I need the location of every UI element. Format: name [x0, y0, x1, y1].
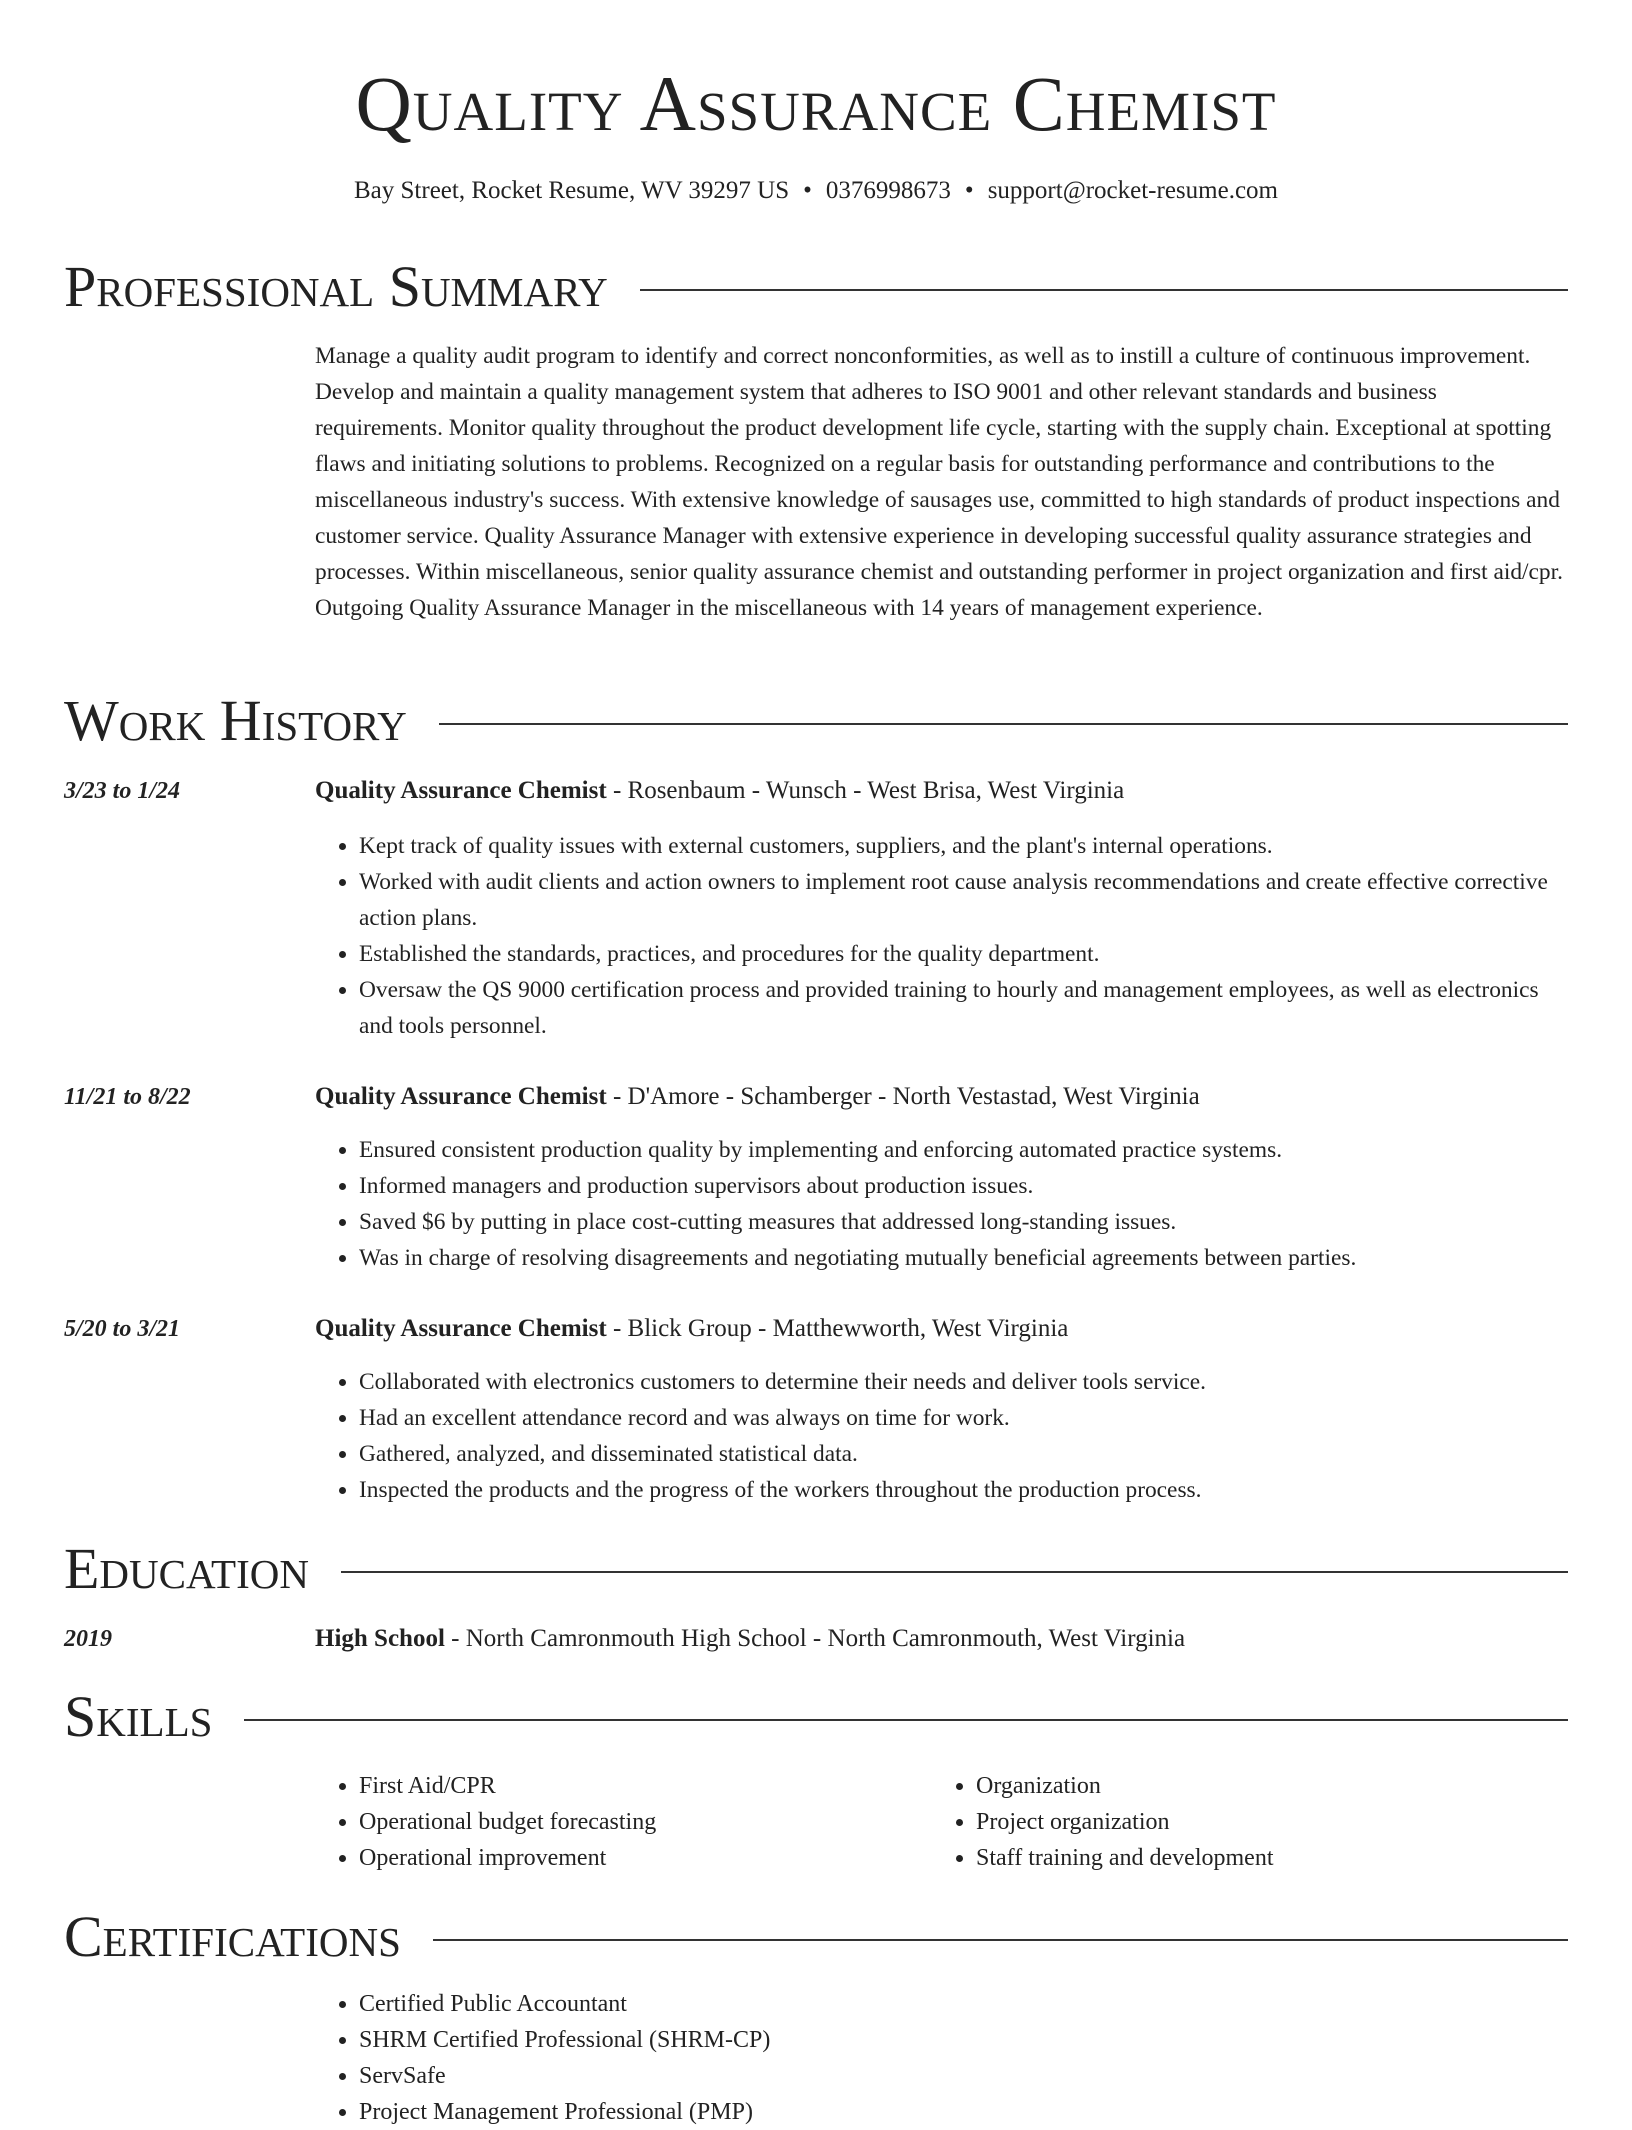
education-year: 2019	[64, 1626, 112, 1652]
list-item: • Kept track of quality issues with external customers, suppliers, and the plant's internal operations.	[359, 828, 1577, 864]
certifications-section-header	[64, 1902, 1568, 1972]
job-header	[315, 1080, 1575, 1114]
education-header	[315, 1622, 1575, 1656]
certification-item: • ServSafe	[359, 2058, 1559, 2094]
section-title-education: Education	[64, 1536, 309, 1601]
summary-section-header	[64, 252, 1568, 322]
contact-separator: •	[964, 177, 974, 204]
section-title-summary: Professional Summary	[64, 254, 608, 319]
list-item: • Worked with audit clients and action owners to implement root cause analysis recommendations and create effective corrective action plans.	[359, 864, 1577, 936]
job-header	[315, 774, 1575, 808]
list-item: • Collaborated with electronics customers to determine their needs and deliver tools service.	[359, 1364, 1577, 1400]
skill-item: • Operational improvement	[359, 1840, 919, 1876]
section-divider	[341, 1571, 1568, 1573]
list-item: • Informed managers and production supervisors about production issues.	[359, 1168, 1577, 1204]
skill-item: • Project organization	[976, 1804, 1576, 1840]
education-degree: High School	[315, 1625, 445, 1652]
skills-section-header	[64, 1682, 1568, 1752]
job-details: - Blick Group - Matthewworth, West Virginia	[606, 1315, 1069, 1342]
education-section-header	[64, 1534, 1568, 1604]
job-bullets	[315, 1364, 1577, 1508]
certification-item: • Project Management Professional (PMP)	[359, 2094, 1559, 2130]
job-dates: 5/20 to 3/21	[64, 1316, 181, 1342]
education-details: - North Camronmouth High School - North Camronmouth, West Virginia	[444, 1625, 1186, 1652]
list-item: • Inspected the products and the progress of the workers throughout the production process.	[359, 1472, 1577, 1508]
skill-item: • Operational budget forecasting	[359, 1804, 919, 1840]
list-item: • Oversaw the QS 9000 certification process and provided training to hourly and management employees, as well as electronics and tools personnel.	[359, 972, 1577, 1044]
candidate-name: Quality Assurance Chemist	[355, 60, 1277, 147]
skill-item: • Organization	[976, 1768, 1576, 1804]
list-item: • Ensured consistent production quality by implementing and enforcing automated practice systems.	[359, 1132, 1577, 1168]
list-item: • Saved $6 by putting in place cost-cutting measures that addressed long-standing issues.	[359, 1204, 1577, 1240]
section-divider	[433, 1939, 1568, 1941]
list-item: • Established the standards, practices, and procedures for the quality department.	[359, 936, 1577, 972]
work-section-header	[64, 686, 1568, 756]
contact-line	[0, 174, 1632, 208]
list-item: • Had an excellent attendance record and was always on time for work.	[359, 1400, 1577, 1436]
contact-separator: •	[803, 177, 812, 204]
job-bullets	[315, 1132, 1577, 1276]
job-dates: 3/23 to 1/24	[64, 778, 181, 804]
section-divider	[640, 289, 1568, 291]
job-title: Quality Assurance Chemist	[315, 1083, 607, 1110]
skill-item: • Staff training and development	[976, 1840, 1576, 1876]
job-details: - Rosenbaum - Wunsch - West Brisa, West Virginia	[606, 777, 1125, 804]
job-title: Quality Assurance Chemist	[315, 1315, 607, 1342]
certification-item: • SHRM Certified Professional (SHRM-CP)	[359, 2022, 1559, 2058]
skill-item: • First Aid/CPR	[359, 1768, 919, 1804]
certifications-list	[315, 1986, 1559, 2130]
contact-phone: 0376998673	[825, 177, 951, 204]
section-divider	[244, 1719, 1568, 1721]
skills-list-left	[315, 1768, 919, 1876]
job-title: Quality Assurance Chemist	[315, 777, 607, 804]
certification-item: • Certified Public Accountant	[359, 1986, 1559, 2022]
section-title-skills: Skills	[64, 1684, 213, 1749]
list-item: • Was in charge of resolving disagreements and negotiating mutually beneficial agreements between parties.	[359, 1240, 1577, 1276]
contact-email: support@rocket-resume.com	[987, 177, 1278, 204]
job-header	[315, 1312, 1575, 1346]
summary-text: Manage a quality audit program to identify and correct nonconformities, as well as to instill a culture of continuous improvement. Develop and maintain a quality management system that adheres to ISO 9001 and other relevant standards and business requirements. Monitor quality throughout the product development life cycle, starting with the supply chain. Exceptional at spotting flaws and initiating solutions to problems. Recognized on a regular basis for outstanding performance and contributions to the miscellaneous industry's success. With extensive knowledge of sausages use, committed to high standards of product inspections and customer service. Quality Assurance Manager with extensive experience in developing successful quality assurance strategies and processes. Within miscellaneous, senior quality assurance chemist and outstanding performer in project organization and first aid/cpr. Outgoing Quality Assurance Manager in the miscellaneous with 14 years of management experience.	[315, 343, 1563, 621]
job-dates: 11/21 to 8/22	[64, 1084, 191, 1110]
skills-list-right	[932, 1768, 1576, 1876]
job-details: - D'Amore - Schamberger - North Vestastad, West Virginia	[606, 1083, 1200, 1110]
list-item: • Gathered, analyzed, and disseminated statistical data.	[359, 1436, 1577, 1472]
section-title-certifications: Certifications	[64, 1904, 401, 1969]
contact-address: Bay Street, Rocket Resume, WV 39297 US	[354, 177, 790, 204]
section-divider	[439, 723, 1568, 725]
job-bullets	[315, 828, 1577, 1044]
section-title-work: Work History	[64, 688, 407, 753]
